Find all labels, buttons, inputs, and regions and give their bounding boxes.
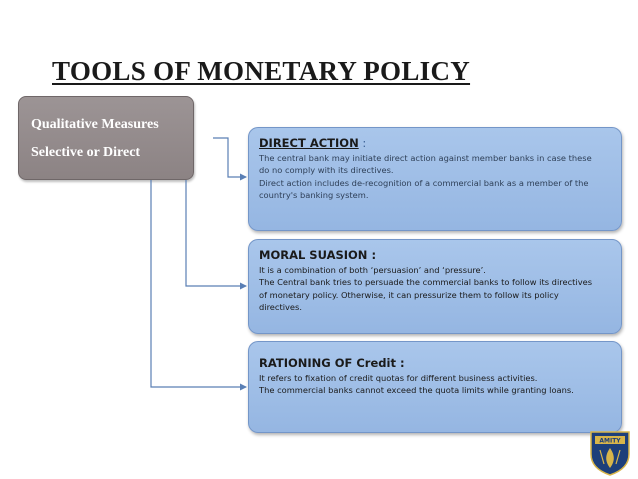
moral-suasion-line: of monetary policy. Otherwise, it can pressurize them to follow its policy	[259, 289, 559, 300]
direct-action-heading: DIRECT ACTION :	[259, 136, 367, 150]
rationing-of-credit-line: The commercial banks cannot exceed the quota limits while granting loans.	[259, 385, 574, 396]
connector-rationing-of-credit	[151, 180, 246, 387]
moral-suasion-box	[248, 239, 622, 334]
qualitative-measures-label: Qualitative Measures	[31, 117, 159, 132]
moral-suasion-line: It is a combination of both ‘persuasion’ and ‘pressure’.	[259, 265, 486, 275]
moral-suasion-line: directives.	[259, 302, 302, 313]
selective-or-direct-label: Selective or Direct	[31, 145, 141, 160]
rationing-of-credit-line: It refers to fixation of credit quotas for different business activities.	[259, 373, 538, 383]
direct-action-box	[248, 127, 622, 231]
slide-title: TOOLS OF MONETARY POLICY	[52, 56, 471, 86]
moral-suasion-heading: MORAL SUASION :	[259, 248, 377, 262]
connector-moral-suasion	[186, 180, 246, 286]
direct-action-line: do no comply with its directives.	[259, 165, 394, 176]
rationing-of-credit-box	[248, 341, 622, 433]
connector-direct-action	[213, 138, 246, 177]
rationing-of-credit-heading: RATIONING OF Credit :	[259, 356, 405, 370]
logo-text: AMITY	[599, 437, 621, 445]
direct-action-line: The central bank may initiate direct action against member banks in case these	[259, 153, 592, 163]
direct-action-line: country's banking system.	[259, 190, 369, 201]
direct-action-line: Direct action includes de-recognition of a commercial bank as a member of the	[259, 177, 589, 188]
moral-suasion-line: The Central bank tries to persuade the commercial banks to follow its directives	[259, 277, 593, 288]
amity-university-shield-icon	[588, 430, 632, 476]
